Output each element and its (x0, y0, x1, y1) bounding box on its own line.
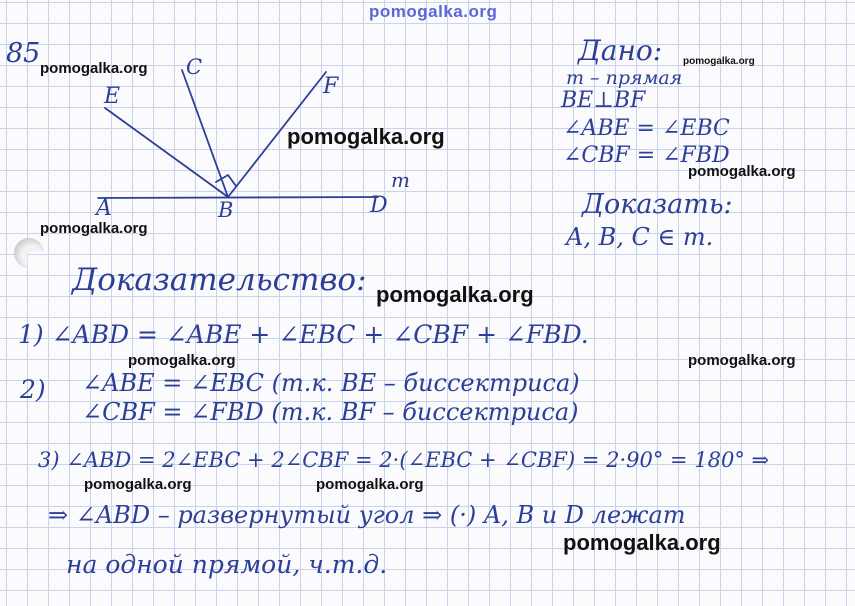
given-line-4: ∠CBF = ∠FBD (563, 143, 730, 168)
watermark: pomogalka.org (40, 60, 148, 77)
proof-step-3-continuation: ⇒ ∠ABD – развернутый угол ⇒ (·) A, B и D лежат (48, 501, 686, 529)
watermark: pomogalka.org (128, 352, 236, 369)
line-m-label: m (391, 168, 410, 192)
proof-step-2-line-2: ∠CBF = ∠FBD (т.к. BF – биссектриса) (82, 398, 579, 426)
watermark: pomogalka.org (287, 124, 445, 149)
ray-be (105, 108, 228, 197)
watermark: pomogalka.org (376, 282, 534, 307)
line-m (98, 197, 378, 198)
watermark: pomogalka.org (688, 352, 796, 369)
point-e-label: E (104, 84, 121, 109)
point-f-label: F (323, 74, 339, 99)
proof-step-1: 1) ∠ABD = ∠ABE + ∠EBC + ∠CBF + ∠FBD. (18, 320, 589, 349)
given-title: Дано: (578, 34, 663, 67)
watermark: pomogalka.org (40, 220, 148, 237)
point-a-label: A (96, 196, 112, 221)
point-d-label: D (370, 193, 388, 218)
proof-step-3: 3) ∠ABD = 2∠EBC + 2∠CBF = 2·(∠EBC + ∠CBF) = 2·90° = 180° ⇒ (38, 448, 770, 472)
point-c-label: C (186, 55, 203, 79)
site-header[interactable]: pomogalka.org (369, 2, 498, 21)
proof-title: Доказательство: (72, 262, 367, 298)
watermark: pomogalka.org (84, 476, 192, 493)
point-b-label: B (218, 198, 234, 222)
proof-conclusion: на одной прямой, ч.т.д. (66, 550, 388, 579)
watermark: pomogalka.org (563, 530, 721, 555)
watermark: pomogalka.org (683, 56, 755, 67)
right-angle-mark (216, 175, 236, 186)
proof-step-2-line-1: ∠ABE = ∠EBC (т.к. BE – биссектриса) (82, 369, 580, 397)
given-line-1: m – прямая (566, 67, 683, 89)
proof-step-2-label: 2) (20, 375, 46, 404)
ray-bc (182, 70, 228, 197)
prove-statement: A, B, C ∈ m. (566, 223, 714, 251)
given-line-3: ∠ABE = ∠EBC (563, 116, 730, 141)
watermark: pomogalka.org (316, 476, 424, 493)
prove-title: Доказать: (582, 189, 733, 220)
given-line-2: BE⊥BF (561, 88, 646, 113)
watermark: pomogalka.org (688, 163, 796, 180)
problem-number: 85 (6, 38, 41, 69)
